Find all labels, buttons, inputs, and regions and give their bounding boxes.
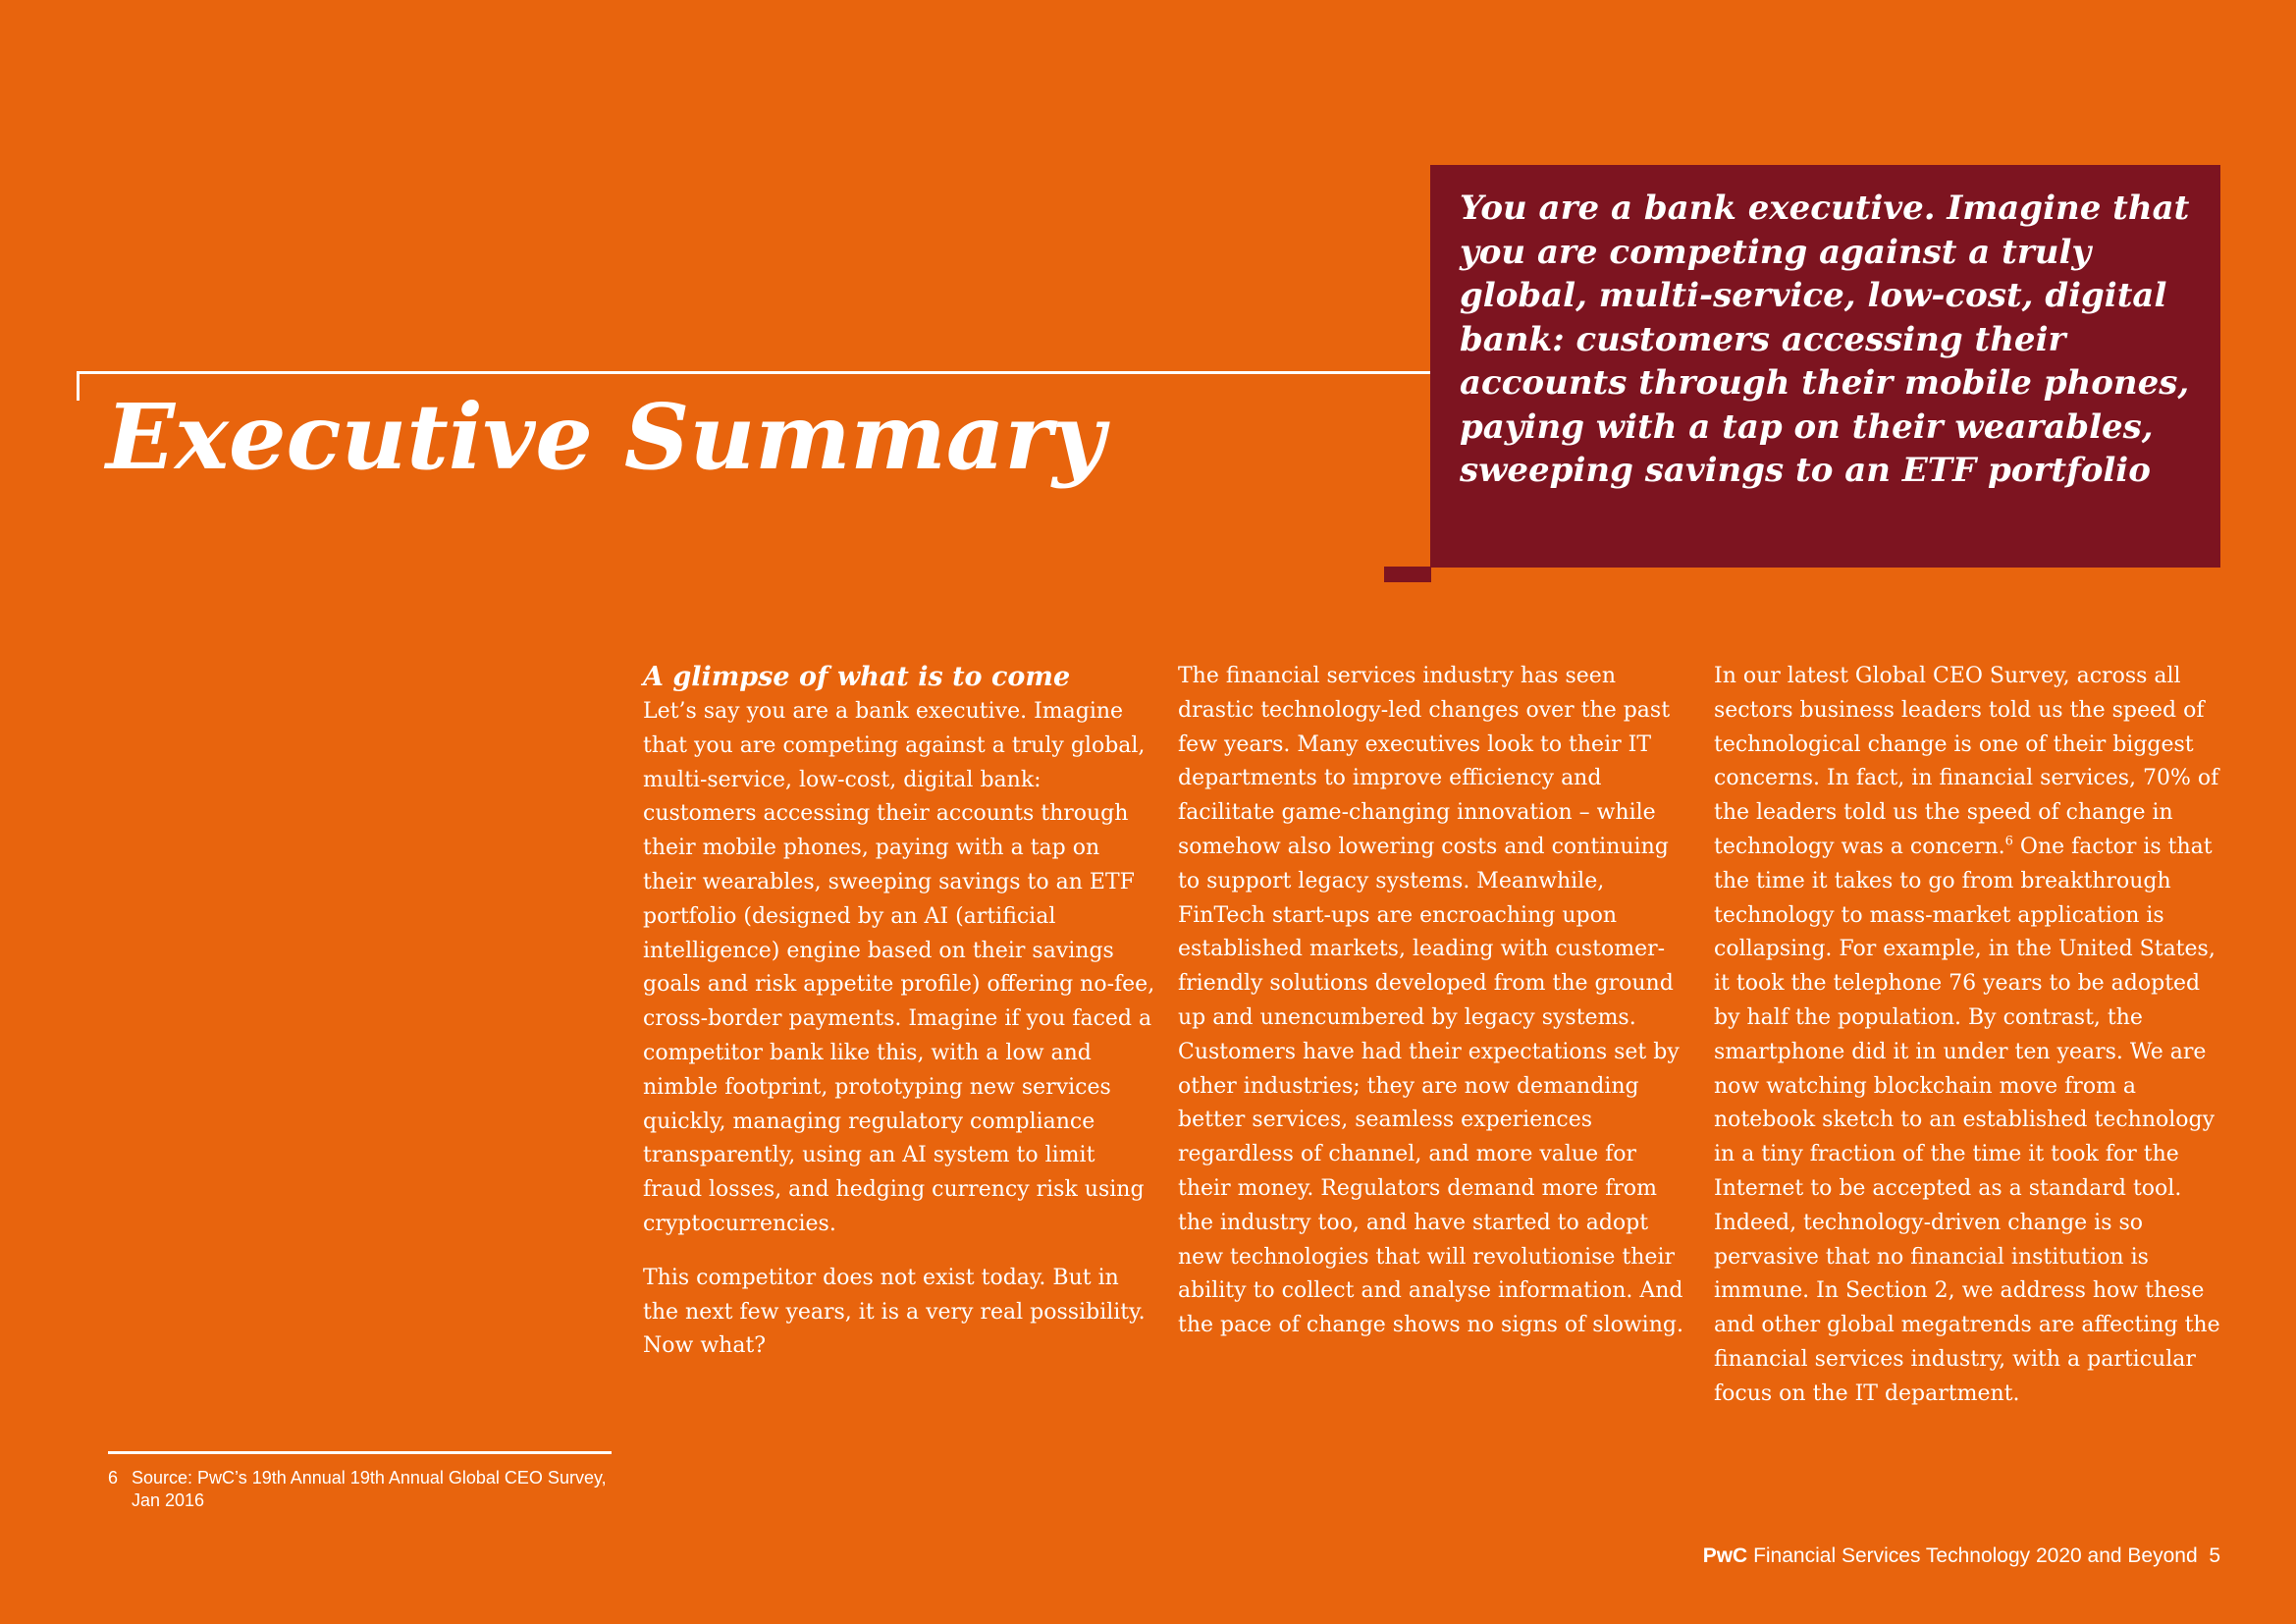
footnote-number: 6 xyxy=(108,1468,119,1488)
footnote-rule xyxy=(108,1451,612,1454)
body-column-2 xyxy=(1178,660,1690,1343)
body-column-3 xyxy=(1714,660,2226,1412)
footnote-text: Source: PwC’s 19th Annual 19th Annual Global CEO Survey, Jan 2016 xyxy=(132,1468,607,1510)
pull-quote-box xyxy=(1430,165,2220,568)
callout-tab xyxy=(1384,567,1431,582)
body-text-part: One factor is that the time it takes to go from breakthrough technology to mass-market application is collapsing. For example, in the United States, it took the telephone 76 years to be adopted by half the population. By contrast, the smartphone did it in under ten years. We are now watching blockchain move from a notebook sketch to an established technology in a tiny fraction of the time it took for the Internet to be accepted as a standard tool. Indeed, technology-driven change is so pervasive that no financial institution is immune. In Section 2, we address how these and other global megatrends are affecting the financial services industry, with a particular focus on the IT department. xyxy=(1714,834,2220,1406)
page-number: 5 xyxy=(2209,1544,2220,1567)
body-paragraph: The financial services industry has seen drastic technology-led changes over the past few years. Many executives look to their IT departments to improve efficiency and facilitate game-changing innovation – while somehow also lowering costs and continuing to support legacy systems. Meanwhile, FinTech start-ups are encroaching upon established markets, leading with customer-friendly solutions developed from the ground up and unencumbered by legacy systems. Customers have had their expectations set by other industries; they are now demanding better services, seamless experiences regardless of channel, and more value for their money. Regulators demand more from the industry too, and have started to adopt new technologies that will revolutionise their ability to collect and analyse information. And the pace of change shows no signs of slowing. xyxy=(1178,664,1683,1338)
footnote-reference: 6 xyxy=(2004,834,2013,849)
page-title: Executive Summary xyxy=(106,384,1105,490)
body-column-1 xyxy=(643,660,1155,1364)
body-paragraph xyxy=(1714,660,2226,1412)
footnote xyxy=(108,1467,618,1512)
pull-quote-text: You are a bank executive. Imagine that you are competing against a truly global, multi-service, low-cost, digital bank: customers accessing their accounts through their mobile phones, paying with a tap on their wearables, sweeping savings to an ETF portfolio xyxy=(1460,189,2190,490)
page-footer xyxy=(1703,1544,2220,1568)
title-rule xyxy=(77,371,1431,374)
body-text-part: In our latest Global CEO Survey, across all sectors business leaders told us the speed of technological change is one of their biggest concerns. In fact, in financial services, 70% of the leaders told us the speed of change in technology was a concern. xyxy=(1714,664,2219,859)
body-paragraph: Let’s say you are a bank executive. Imagine that you are competing against a truly global, multi-service, low-cost, digital bank: customers accessing their accounts through their mobile phones, paying with a tap on their wearables, sweeping savings to an ETF portfolio (designed by an AI (artificial intelligence) engine based on their savings goals and risk appetite profile) offering no-fee, cross-border payments. Imagine if you faced a competitor bank like this, with a low and nimble footprint, prototyping new services quickly, managing regulatory compliance transparently, using an AI system to limit fraud losses, and hedging currency risk using cryptocurrencies. xyxy=(643,699,1155,1236)
footer-publication: Financial Services Technology 2020 and Beyond xyxy=(1753,1544,2198,1567)
footer-brand: PwC xyxy=(1702,1544,1748,1567)
body-paragraph: This competitor does not exist today. But in the next few years, it is a very real possibility. Now what? xyxy=(643,1265,1146,1359)
section-heading: A glimpse of what is to come xyxy=(643,662,1071,692)
title-rule-tick xyxy=(77,371,80,401)
